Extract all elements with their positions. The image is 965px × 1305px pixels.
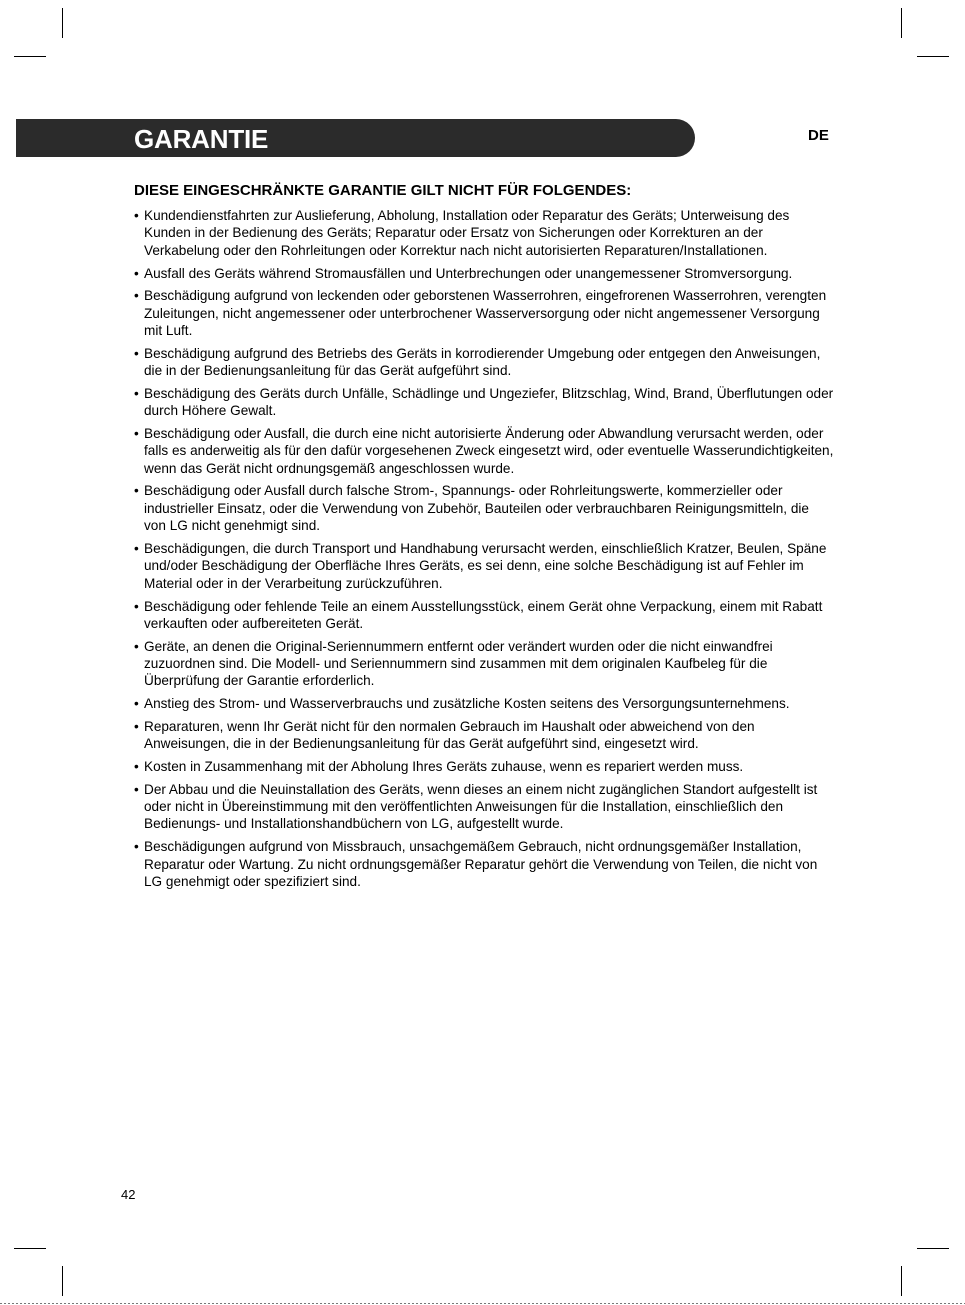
bullet: • [134,385,139,401]
page-number: 42 [121,1187,136,1202]
list-item [134,207,834,259]
page-edge-line [0,1303,965,1304]
list-item [134,482,834,534]
bullet: • [134,483,139,499]
bullet: • [134,425,139,441]
list-item-text: Kundendienstfahrten zur Auslieferung, Abholung, Installation oder Reparatur des Geräts; Unterweisung des Kunden in der Bedienung des Geräts; Reparatur oder Ersatz von Sicherungen oder Korrekturen an der Verkabelung oder den Rohrleitungen oder Korrektur nach nicht autorisierten Reparaturen/Installationen. [144,208,790,258]
list-item [134,718,834,753]
list-item [134,758,834,775]
crop-mark [901,8,902,38]
bullet: • [134,345,139,361]
list-item [134,638,834,690]
crop-mark [14,1248,46,1249]
crop-mark [14,56,46,57]
list-item [134,287,834,339]
list-item-text: Beschädigungen, die durch Transport und Handhabung verursacht werden, einschließlich Kratzer, Beulen, Späne und/oder Beschädigung der Oberfläche Ihres Geräts, es sei denn, eine solche Beschädigung ist auf Fehler im Material oder in der Verarbeitung zurückzuführen. [144,540,827,591]
list-item-text: Reparaturen, wenn Ihr Gerät nicht für den normalen Gebrauch im Haushalt oder abweichend von den Anweisungen, die in der Bedienungsanleitung für das Gerät aufgeführt sind, eingesetzt wird. [144,718,755,752]
list-item-text: Anstieg des Strom- und Wasserverbrauchs und zusätzliche Kosten seitens des Versorgungsunternehmens. [144,696,790,712]
crop-mark [62,1266,63,1296]
list-item-text: Beschädigung oder fehlende Teile an einem Ausstellungsstück, einem Gerät ohne Verpackung, einem mit Rabatt verkauften oder aufbereiteten Gerät. [144,598,823,631]
list-item-text: Beschädigung aufgrund von leckenden oder geborstenen Wasserrohren, eingefrorenen Wasserrohren, verengten Zuleitungen, nicht angemessener oder unterbrochener Wasserversorgung oder nicht angemessener Versorgung mit Luft. [144,288,827,339]
list-item-text: Beschädigung oder Ausfall durch falsche Strom-, Spannungs- oder Rohrleitungswerte, kommerzieller oder industrieller Einsatz, oder die Verwendung von Zubehör, Bauteilen oder verbrauchbaren Reinigungsmitteln, die von LG nicht genehmigt sind. [144,483,809,534]
list-item-text: Beschädigung aufgrund des Betriebs des Geräts in korrodierender Umgebung oder entgegen den Anweisungen, die in der Bedienungsanleitung für das Gerät aufgeführt sind. [144,345,821,379]
crop-mark [901,1266,902,1296]
bullet: • [134,208,139,223]
crop-mark [917,1248,949,1249]
list-item [134,385,834,420]
list-item-text: Beschädigung oder Ausfall, die durch eine nicht autorisierte Änderung oder Abwandlung verursacht werden, oder falls es anderweitig als für den dafür vorgesehenen Zweck eingesetzt wird, oder eventuelle Wasserundichtigkeiten, wenn das Gerät nicht ordnungsgemäß angeschlossen wurde. [144,425,834,476]
bullet: • [134,758,139,774]
bullet: • [134,288,139,304]
section-title: DIESE EINGESCHRÄNKTE GARANTIE GILT NICHT FÜR FOLGENDES: [134,182,632,199]
list-item [134,598,834,633]
list-item [134,425,834,477]
bullet: • [134,598,139,614]
list-item [134,695,834,712]
bullet: • [134,638,139,654]
bullet: • [134,265,139,281]
list-item-text: Beschädigung des Geräts durch Unfälle, Schädlinge und Ungeziefer, Blitzschlag, Wind, Brand, Überflutungen oder durch Höhere Gewalt. [144,385,834,419]
crop-mark [62,8,63,38]
bullet: • [134,540,139,556]
header-bar [16,119,695,157]
list-item-text: Beschädigungen aufgrund von Missbrauch, unsachgemäßem Gebrauch, nicht ordnungsgemäßer Installation, Reparatur oder Wartung. Zu nicht ordnungsgemäßer Reparatur gehört die Verwendung von Teilen, die nicht von LG genehmigt oder spezifiziert sind. [144,839,818,889]
crop-mark [917,56,949,57]
list-item-text: Der Abbau und die Neuinstallation des Geräts, wenn dieses an einem nicht zugänglichen Standort aufgestellt ist oder nicht in Übereinstimmung mit den veröffentlichten Anweisungen für die Installation, einschließlich den Bedienungs- und Installationshandbüchern von LG, aufgestellt wurde. [144,781,818,832]
bullet: • [134,696,139,712]
language-label: DE [808,127,829,144]
list-item-text: Geräte, an denen die Original-Seriennummern entfernt oder verändert wurden oder die nicht einwandfrei zuzuordnen sind. Die Modell- und Seriennummern sind zusammen mit dem originalen Kaufbeleg für die Überprüfung der Garantie erforderlich. [144,638,773,689]
list-item [134,540,834,592]
list-item-text: Ausfall des Geräts während Stromausfällen und Unterbrechungen oder unangemessener Stromversorgung. [144,265,793,281]
page-title: GARANTIE [134,124,269,154]
list-item [134,781,834,833]
bullet: • [134,781,139,797]
bullet: • [134,839,139,855]
exclusion-list [134,207,834,896]
bullet: • [134,718,139,734]
list-item [134,265,834,282]
list-item-text: Kosten in Zusammenhang mit der Abholung Ihres Geräts zuhause, wenn es repariert werden muss. [144,758,744,774]
list-item [134,345,834,380]
list-item [134,838,834,890]
